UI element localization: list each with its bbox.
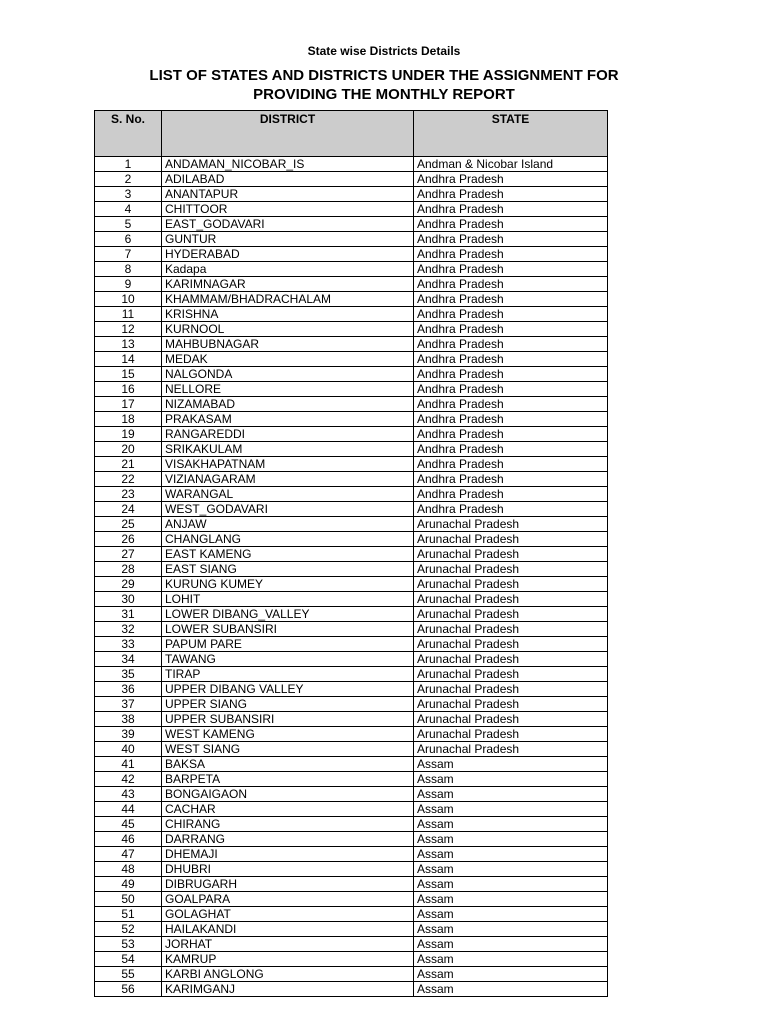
cell-state: Assam xyxy=(414,877,608,892)
cell-sno: 40 xyxy=(95,742,162,757)
title-line-2: PROVIDING THE MONTHLY REPORT xyxy=(253,86,515,103)
table-row xyxy=(95,457,608,472)
table-row xyxy=(95,442,608,457)
table-row xyxy=(95,322,608,337)
table-row xyxy=(95,562,608,577)
cell-state: Arunachal Pradesh xyxy=(414,697,608,712)
table-body xyxy=(95,157,608,997)
cell-district: WARANGAL xyxy=(162,487,414,502)
cell-sno: 13 xyxy=(95,337,162,352)
table-row xyxy=(95,742,608,757)
table-row xyxy=(95,532,608,547)
cell-sno: 51 xyxy=(95,907,162,922)
cell-district: Kadapa xyxy=(162,262,414,277)
cell-district: GUNTUR xyxy=(162,232,414,247)
table-row xyxy=(95,712,608,727)
cell-state: Andhra Pradesh xyxy=(414,307,608,322)
cell-state: Andhra Pradesh xyxy=(414,457,608,472)
cell-state: Assam xyxy=(414,772,608,787)
cell-state: Andhra Pradesh xyxy=(414,352,608,367)
cell-state: Andhra Pradesh xyxy=(414,427,608,442)
cell-sno: 17 xyxy=(95,397,162,412)
cell-state: Andhra Pradesh xyxy=(414,232,608,247)
table-row xyxy=(95,697,608,712)
table-row xyxy=(95,187,608,202)
table-row xyxy=(95,427,608,442)
cell-district: NELLORE xyxy=(162,382,414,397)
cell-district: VIZIANAGARAM xyxy=(162,472,414,487)
table-row xyxy=(95,157,608,172)
cell-district: HAILAKANDI xyxy=(162,922,414,937)
header-sno: S. No. xyxy=(95,111,162,157)
cell-state: Andhra Pradesh xyxy=(414,277,608,292)
table-row xyxy=(95,667,608,682)
table-row xyxy=(95,967,608,982)
cell-district: KARBI ANGLONG xyxy=(162,967,414,982)
cell-sno: 22 xyxy=(95,472,162,487)
cell-state: Andman & Nicobar Island xyxy=(414,157,608,172)
table-row xyxy=(95,802,608,817)
cell-district: EAST SIANG xyxy=(162,562,414,577)
header-state: STATE xyxy=(414,111,608,157)
cell-state: Assam xyxy=(414,937,608,952)
table-row xyxy=(95,307,608,322)
cell-district: BARPETA xyxy=(162,772,414,787)
cell-state: Andhra Pradesh xyxy=(414,247,608,262)
document-title xyxy=(134,66,634,104)
cell-sno: 27 xyxy=(95,547,162,562)
cell-sno: 32 xyxy=(95,622,162,637)
cell-sno: 53 xyxy=(95,937,162,952)
table-row xyxy=(95,847,608,862)
cell-state: Arunachal Pradesh xyxy=(414,547,608,562)
table-row xyxy=(95,787,608,802)
cell-district: ANANTAPUR xyxy=(162,187,414,202)
cell-state: Assam xyxy=(414,817,608,832)
cell-district: SRIKAKULAM xyxy=(162,442,414,457)
table-row xyxy=(95,412,608,427)
cell-sno: 1 xyxy=(95,157,162,172)
cell-state: Arunachal Pradesh xyxy=(414,577,608,592)
cell-district: TAWANG xyxy=(162,652,414,667)
cell-district: DIBRUGARH xyxy=(162,877,414,892)
cell-district: WEST_GODAVARI xyxy=(162,502,414,517)
cell-state: Arunachal Pradesh xyxy=(414,532,608,547)
cell-sno: 49 xyxy=(95,877,162,892)
cell-state: Arunachal Pradesh xyxy=(414,667,608,682)
cell-district: WEST KAMENG xyxy=(162,727,414,742)
cell-district: LOHIT xyxy=(162,592,414,607)
cell-sno: 8 xyxy=(95,262,162,277)
cell-district: CHANGLANG xyxy=(162,532,414,547)
cell-state: Assam xyxy=(414,757,608,772)
cell-district: LOWER DIBANG_VALLEY xyxy=(162,607,414,622)
cell-state: Assam xyxy=(414,967,608,982)
cell-sno: 4 xyxy=(95,202,162,217)
cell-sno: 16 xyxy=(95,382,162,397)
cell-district: HYDERABAD xyxy=(162,247,414,262)
table-row xyxy=(95,607,608,622)
cell-state: Andhra Pradesh xyxy=(414,502,608,517)
cell-district: UPPER SIANG xyxy=(162,697,414,712)
cell-district: VISAKHAPATNAM xyxy=(162,457,414,472)
cell-sno: 19 xyxy=(95,427,162,442)
districts-table xyxy=(94,110,608,997)
cell-state: Assam xyxy=(414,922,608,937)
cell-sno: 30 xyxy=(95,592,162,607)
table-row xyxy=(95,892,608,907)
cell-sno: 5 xyxy=(95,217,162,232)
cell-district: EAST KAMENG xyxy=(162,547,414,562)
cell-district: KARIMNAGAR xyxy=(162,277,414,292)
cell-sno: 11 xyxy=(95,307,162,322)
cell-district: CACHAR xyxy=(162,802,414,817)
cell-state: Arunachal Pradesh xyxy=(414,652,608,667)
cell-state: Arunachal Pradesh xyxy=(414,562,608,577)
cell-sno: 10 xyxy=(95,292,162,307)
table-row xyxy=(95,952,608,967)
cell-sno: 24 xyxy=(95,502,162,517)
cell-state: Andhra Pradesh xyxy=(414,202,608,217)
cell-sno: 37 xyxy=(95,697,162,712)
table-row xyxy=(95,832,608,847)
cell-district: UPPER DIBANG VALLEY xyxy=(162,682,414,697)
cell-district: JORHAT xyxy=(162,937,414,952)
cell-state: Andhra Pradesh xyxy=(414,172,608,187)
cell-state: Andhra Pradesh xyxy=(414,262,608,277)
cell-district: NALGONDA xyxy=(162,367,414,382)
cell-state: Andhra Pradesh xyxy=(414,382,608,397)
cell-sno: 55 xyxy=(95,967,162,982)
document-subtitle: State wise Districts Details xyxy=(307,44,461,58)
cell-sno: 48 xyxy=(95,862,162,877)
cell-sno: 52 xyxy=(95,922,162,937)
table-row xyxy=(95,337,608,352)
table-row xyxy=(95,937,608,952)
cell-sno: 35 xyxy=(95,667,162,682)
cell-district: KURUNG KUMEY xyxy=(162,577,414,592)
cell-state: Arunachal Pradesh xyxy=(414,742,608,757)
table-row xyxy=(95,727,608,742)
table-row xyxy=(95,982,608,997)
cell-sno: 39 xyxy=(95,727,162,742)
cell-sno: 50 xyxy=(95,892,162,907)
title-line-1: LIST OF STATES AND DISTRICTS UNDER THE ASSIGNMENT FOR xyxy=(149,67,619,84)
cell-district: EAST_GODAVARI xyxy=(162,217,414,232)
table-row xyxy=(95,622,608,637)
cell-district: KAMRUP xyxy=(162,952,414,967)
cell-state: Assam xyxy=(414,787,608,802)
table-row xyxy=(95,877,608,892)
cell-state: Arunachal Pradesh xyxy=(414,637,608,652)
cell-district: ADILABAD xyxy=(162,172,414,187)
cell-state: Arunachal Pradesh xyxy=(414,727,608,742)
cell-sno: 25 xyxy=(95,517,162,532)
cell-sno: 15 xyxy=(95,367,162,382)
cell-sno: 38 xyxy=(95,712,162,727)
cell-district: MEDAK xyxy=(162,352,414,367)
cell-district: WEST SIANG xyxy=(162,742,414,757)
table-row xyxy=(95,397,608,412)
cell-sno: 20 xyxy=(95,442,162,457)
table-row xyxy=(95,277,608,292)
cell-sno: 44 xyxy=(95,802,162,817)
cell-state: Arunachal Pradesh xyxy=(414,607,608,622)
cell-state: Assam xyxy=(414,907,608,922)
cell-state: Arunachal Pradesh xyxy=(414,592,608,607)
cell-state: Andhra Pradesh xyxy=(414,367,608,382)
table-row xyxy=(95,547,608,562)
cell-sno: 56 xyxy=(95,982,162,997)
table-row xyxy=(95,262,608,277)
table-row xyxy=(95,232,608,247)
cell-state: Assam xyxy=(414,952,608,967)
cell-district: KHAMMAM/BHADRACHALAM xyxy=(162,292,414,307)
cell-district: LOWER SUBANSIRI xyxy=(162,622,414,637)
table-row xyxy=(95,487,608,502)
cell-district: BONGAIGAON xyxy=(162,787,414,802)
cell-district: GOALPARA xyxy=(162,892,414,907)
table-row xyxy=(95,517,608,532)
cell-district: UPPER SUBANSIRI xyxy=(162,712,414,727)
table-row xyxy=(95,502,608,517)
table-row xyxy=(95,472,608,487)
table-row xyxy=(95,817,608,832)
cell-district: KRISHNA xyxy=(162,307,414,322)
cell-sno: 31 xyxy=(95,607,162,622)
cell-state: Arunachal Pradesh xyxy=(414,712,608,727)
table-row xyxy=(95,637,608,652)
cell-district: ANDAMAN_NICOBAR_IS xyxy=(162,157,414,172)
table-row xyxy=(95,217,608,232)
cell-state: Arunachal Pradesh xyxy=(414,622,608,637)
cell-sno: 26 xyxy=(95,532,162,547)
cell-district: BAKSA xyxy=(162,757,414,772)
cell-sno: 34 xyxy=(95,652,162,667)
table-row xyxy=(95,247,608,262)
cell-state: Arunachal Pradesh xyxy=(414,517,608,532)
cell-state: Andhra Pradesh xyxy=(414,442,608,457)
cell-state: Assam xyxy=(414,802,608,817)
table-row xyxy=(95,592,608,607)
table-row xyxy=(95,577,608,592)
cell-state: Assam xyxy=(414,862,608,877)
cell-district: NIZAMABAD xyxy=(162,397,414,412)
cell-state: Assam xyxy=(414,847,608,862)
cell-district: DHUBRI xyxy=(162,862,414,877)
cell-district: KARIMGANJ xyxy=(162,982,414,997)
cell-sno: 18 xyxy=(95,412,162,427)
table-row xyxy=(95,202,608,217)
cell-district: KURNOOL xyxy=(162,322,414,337)
cell-state: Andhra Pradesh xyxy=(414,472,608,487)
cell-state: Andhra Pradesh xyxy=(414,337,608,352)
table-row xyxy=(95,862,608,877)
cell-sno: 9 xyxy=(95,277,162,292)
table-row xyxy=(95,772,608,787)
cell-sno: 29 xyxy=(95,577,162,592)
cell-sno: 7 xyxy=(95,247,162,262)
cell-district: PRAKASAM xyxy=(162,412,414,427)
cell-state: Andhra Pradesh xyxy=(414,397,608,412)
cell-district: GOLAGHAT xyxy=(162,907,414,922)
table-row xyxy=(95,367,608,382)
cell-state: Andhra Pradesh xyxy=(414,322,608,337)
cell-state: Andhra Pradesh xyxy=(414,217,608,232)
cell-sno: 14 xyxy=(95,352,162,367)
cell-state: Assam xyxy=(414,832,608,847)
cell-sno: 47 xyxy=(95,847,162,862)
table-row xyxy=(95,682,608,697)
cell-district: DHEMAJI xyxy=(162,847,414,862)
cell-district: TIRAP xyxy=(162,667,414,682)
cell-district: RANGAREDDI xyxy=(162,427,414,442)
cell-sno: 43 xyxy=(95,787,162,802)
cell-state: Andhra Pradesh xyxy=(414,487,608,502)
cell-sno: 46 xyxy=(95,832,162,847)
cell-district: CHITTOOR xyxy=(162,202,414,217)
table-row xyxy=(95,292,608,307)
cell-district: ANJAW xyxy=(162,517,414,532)
table-row xyxy=(95,652,608,667)
cell-sno: 28 xyxy=(95,562,162,577)
cell-sno: 6 xyxy=(95,232,162,247)
cell-state: Andhra Pradesh xyxy=(414,412,608,427)
cell-district: MAHBUBNAGAR xyxy=(162,337,414,352)
cell-sno: 41 xyxy=(95,757,162,772)
table-row xyxy=(95,907,608,922)
cell-sno: 45 xyxy=(95,817,162,832)
cell-state: Andhra Pradesh xyxy=(414,187,608,202)
cell-state: Andhra Pradesh xyxy=(414,292,608,307)
table-row xyxy=(95,922,608,937)
cell-sno: 12 xyxy=(95,322,162,337)
cell-sno: 54 xyxy=(95,952,162,967)
cell-district: PAPUM PARE xyxy=(162,637,414,652)
cell-sno: 42 xyxy=(95,772,162,787)
cell-sno: 2 xyxy=(95,172,162,187)
table-row xyxy=(95,382,608,397)
cell-sno: 3 xyxy=(95,187,162,202)
cell-state: Assam xyxy=(414,982,608,997)
table-row xyxy=(95,757,608,772)
table-row xyxy=(95,172,608,187)
cell-sno: 36 xyxy=(95,682,162,697)
cell-sno: 21 xyxy=(95,457,162,472)
cell-state: Arunachal Pradesh xyxy=(414,682,608,697)
cell-district: CHIRANG xyxy=(162,817,414,832)
header-district: DISTRICT xyxy=(162,111,414,157)
cell-district: DARRANG xyxy=(162,832,414,847)
cell-state: Assam xyxy=(414,892,608,907)
cell-sno: 33 xyxy=(95,637,162,652)
table-header-row xyxy=(95,111,608,157)
cell-sno: 23 xyxy=(95,487,162,502)
table-row xyxy=(95,352,608,367)
